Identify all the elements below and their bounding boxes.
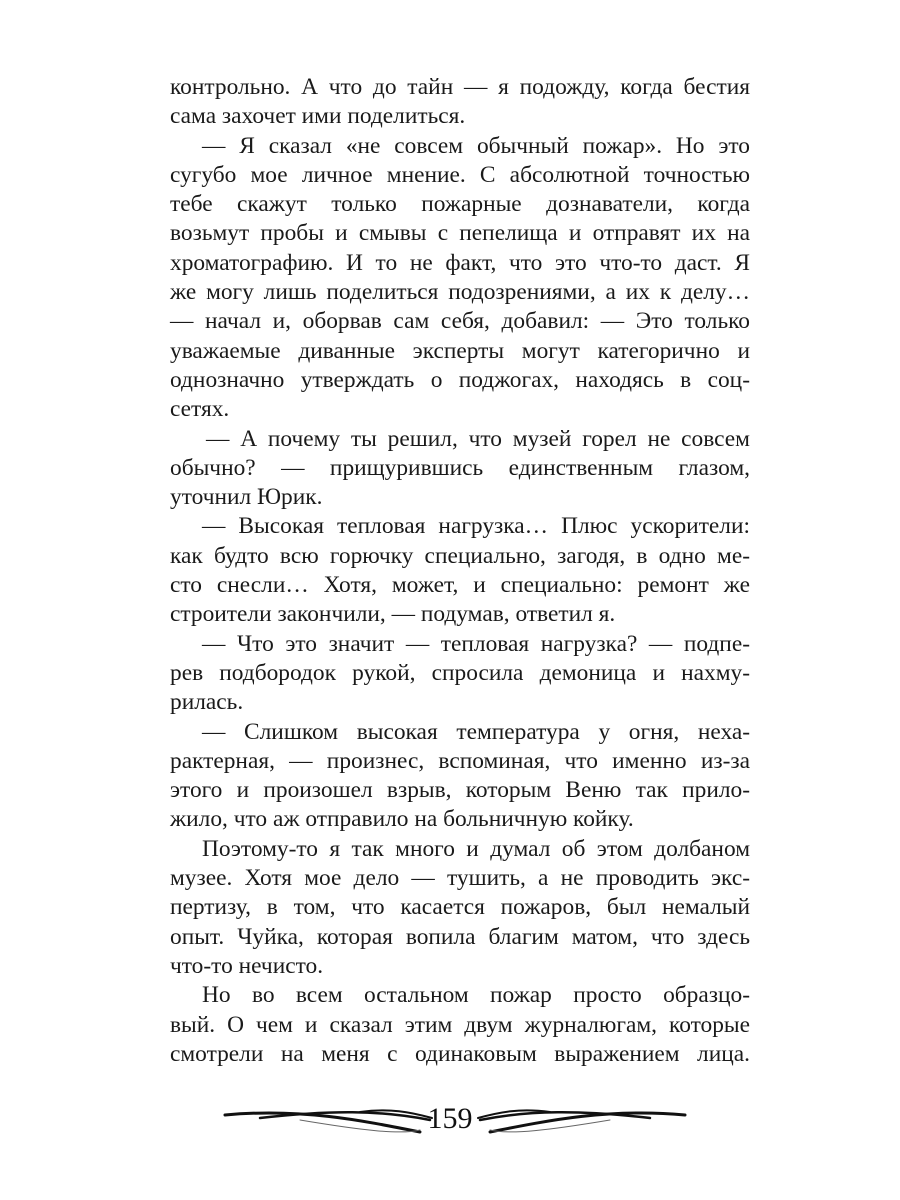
text-line: хроматографию. И то не факт, что это что-то даст. Я bbox=[170, 249, 750, 276]
page-number: 159 bbox=[427, 1102, 473, 1135]
text-line: жило, что аж отправило на больничную койку. bbox=[170, 806, 634, 833]
text-line: однозначно утверждать о поджогах, находясь в соц- bbox=[170, 366, 750, 393]
text-line: пертизу, в том, что касается пожаров, был немалый bbox=[170, 894, 750, 921]
text-line: рев подбородок рукой, спросила демоница и нахму- bbox=[170, 659, 750, 686]
text-line: — Что это значит — тепловая нагрузка? — подпе- bbox=[202, 630, 750, 657]
text-line: смотрели на меня с одинаковым выражением лица. bbox=[170, 1040, 750, 1067]
text-line: Поэтому-то я так много и думал об этом долбаном bbox=[202, 835, 750, 862]
text-line: опыт. Чуйка, которая вопила благим матом, что здесь bbox=[170, 923, 750, 950]
text-line: музее. Хотя мое дело — тушить, а не проводить экс- bbox=[170, 865, 750, 892]
text-line: тебе скажут только пожарные дознаватели, когда bbox=[170, 191, 750, 218]
text-line: же могу лишь поделиться подозрениями, а их к делу… bbox=[170, 279, 750, 306]
text-line: — А почему ты решил, что музей горел не совсем bbox=[206, 425, 750, 452]
text-line: — Высокая тепловая нагрузка… Плюс ускорители: bbox=[202, 513, 750, 540]
text-line: рилась. bbox=[170, 689, 244, 716]
text-line: сто снесли… Хотя, может, и специально: ремонт же bbox=[170, 572, 750, 599]
text-line: Но во всем остальном пожар просто образцо- bbox=[202, 982, 750, 1009]
text-line: возьмут пробы и смывы с пепелища и отправят их на bbox=[170, 220, 750, 247]
text-line: обычно? — прищурившись единственным глазом, bbox=[170, 454, 750, 481]
text-line: рактерная, — произнес, вспоминая, что именно из-за bbox=[170, 747, 750, 774]
text-line: — Я сказал «не совсем обычный пожар». Но это bbox=[202, 132, 750, 159]
text-line: уточнил Юрик. bbox=[170, 484, 323, 511]
page-body-text bbox=[170, 73, 750, 1069]
text-line: сугубо мое личное мнение. С абсолютной точностью bbox=[170, 161, 750, 188]
text-line: как будто всю горючку специально, загодя, в одно ме- bbox=[170, 542, 750, 569]
text-line: контрольно. А что до тайн — я подожду, когда бестия bbox=[170, 74, 750, 100]
text-line: строители закончили, — подумав, ответил я. bbox=[170, 601, 616, 628]
text-line: что-то нечисто. bbox=[170, 952, 324, 979]
text-line: сама захочет ими поделиться. bbox=[170, 103, 466, 130]
text-line: вый. О чем и сказал этим двум журналюгам, которые bbox=[170, 1011, 750, 1038]
text-line: — Слишком высокая температура у огня, неха- bbox=[202, 718, 750, 745]
text-line: уважаемые диванные эксперты могут категорично и bbox=[170, 337, 750, 364]
text-line: этого и произошел взрыв, которым Веню так прило- bbox=[170, 777, 750, 804]
text-line: сетях. bbox=[170, 396, 230, 423]
text-line: — начал и, оборвав сам себя, добавил: — Это только bbox=[170, 308, 750, 335]
